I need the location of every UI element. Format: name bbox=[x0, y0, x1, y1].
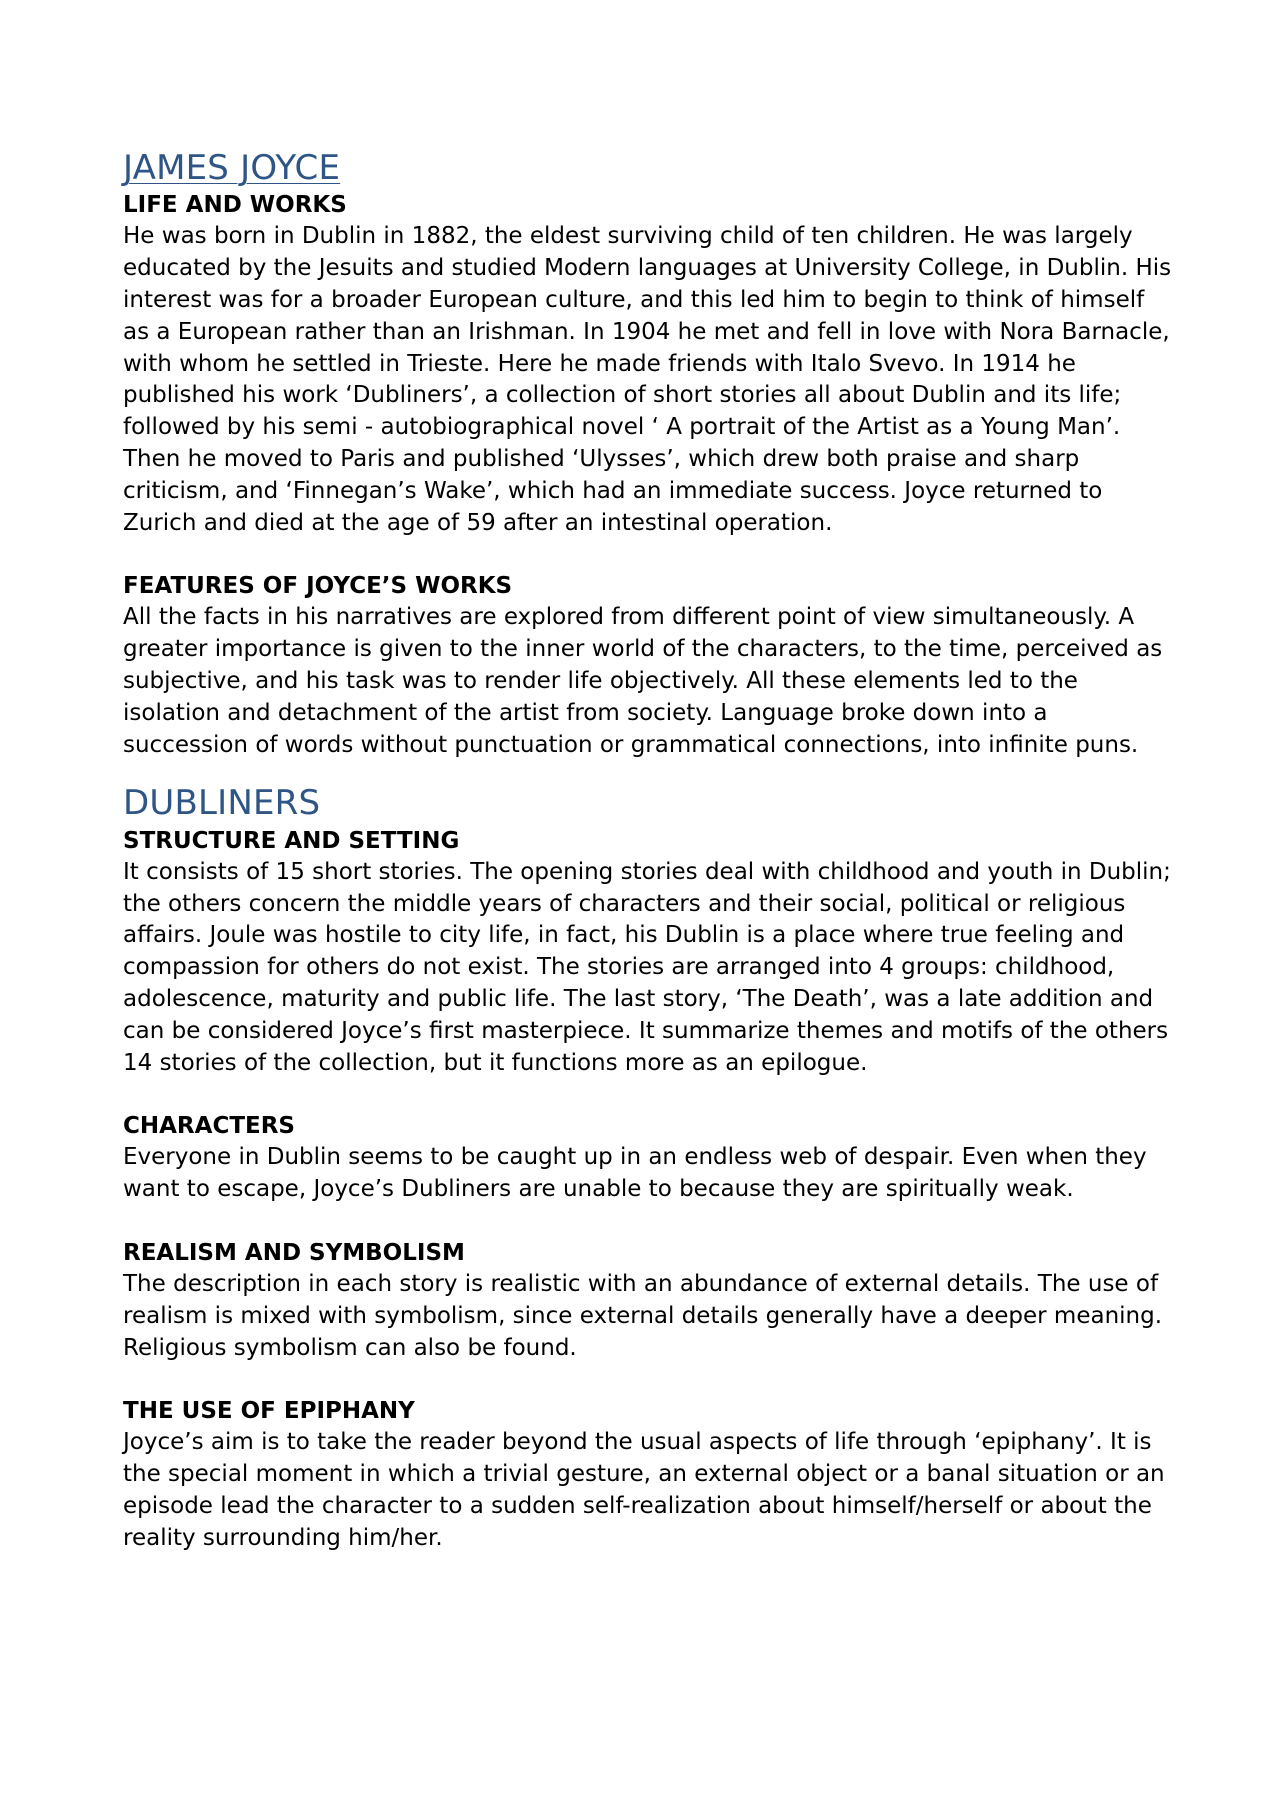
paragraph-realism-and-symbolism: The description in each story is realistic with an abundance of external details. The use of realism is mixed with symbolism, since external details generally have a deeper meaning. Religious symbolism can also be found. bbox=[123, 1270, 1163, 1361]
subheading-characters: CHARACTERS bbox=[123, 1113, 295, 1140]
spacer bbox=[123, 1079, 1173, 1110]
spacer bbox=[123, 1364, 1173, 1395]
subheading-epiphany: THE USE OF EPIPHANY bbox=[123, 1398, 415, 1425]
paragraph-epiphany: Joyce’s aim is to take the reader beyond the usual aspects of life through ‘epiphany’. It is the special moment in which a trivial gesture, an external object or a banal situation or an episode lead the character to a sudden self-realization about himself/herself or about the reality surrounding him/her. bbox=[123, 1429, 1165, 1551]
spacer bbox=[123, 761, 1173, 785]
section-title-dubliners: DUBLINERS bbox=[123, 783, 321, 824]
section-structure-and-setting bbox=[123, 825, 1173, 1080]
paragraph-life-and-works: He was born in Dublin in 1882, the eldest surviving child of ten children. He was largely educated by the Jesuits and studied Modern languages at University College, in Dublin. His interest was for a broader European culture, and this led him to begin to think of himself as a European rather than an Irishman. In 1904 he met and fell in love with Nora Barnacle, with whom he settled in Trieste. Here he made friends with Italo Svevo. In 1914 he published his work ‘Dubliners’, a collection of short stories all about Dublin and its life; followed by his semi - autobiographical novel ‘ A portrait of the Artist as a Young Man’. Then he moved to Paris and published ‘Ulysses’, which drew both praise and sharp criticism, and ‘Finnegan’s Wake’, which had an immediate success. Joyce returned to Zurich and died at the age of 59 after an intestinal operation. bbox=[123, 223, 1172, 536]
subheading-features: FEATURES OF JOYCE’S WORKS bbox=[123, 573, 513, 600]
section-realism-and-symbolism bbox=[123, 1237, 1173, 1364]
section-epiphany bbox=[123, 1395, 1173, 1554]
subheading-life-and-works: LIFE AND WORKS bbox=[123, 192, 347, 219]
section-characters bbox=[123, 1110, 1173, 1206]
subheading-structure-and-setting: STRUCTURE AND SETTING bbox=[123, 827, 460, 854]
spacer bbox=[123, 1206, 1173, 1237]
section-life-and-works bbox=[123, 189, 1173, 539]
paragraph-structure-and-setting: It consists of 15 short stories. The opening stories deal with childhood and youth in Dublin; the others concern the middle years of characters and their social, political or religious affairs. Joule was hostile to city life, in fact, his Dublin is a place where true feeling and compassion for others do not exist. The stories are arranged into 4 groups: childhood, adolescence, maturity and public life. The last story, ‘The Death’, was a late addition and can be considered Joyce’s first masterpiece. It summarize themes and motifs of the others 14 stories of the collection, but it functions more as an epilogue. bbox=[123, 858, 1171, 1076]
spacer bbox=[123, 539, 1173, 570]
section-features bbox=[123, 570, 1173, 761]
subheading-realism-and-symbolism: REALISM AND SYMBOLISM bbox=[123, 1239, 465, 1266]
paragraph-features: All the facts in his narratives are explored from different point of view simultaneously. A greater importance is given to the inner world of the characters, to the time, perceived as subjective, and his task was to render life objectively. All these elements led to the isolation and detachment of the artist from society. Language broke down into a succession of words without punctuation or grammatical connections, into infinite puns. bbox=[123, 604, 1163, 758]
paragraph-characters: Everyone in Dublin seems to be caught up in an endless web of despair. Even when they want to escape, Joyce’s Dubliners are unable to because they are spiritually weak. bbox=[123, 1144, 1147, 1203]
section-title-james-joyce: JAMES JOYCE bbox=[123, 148, 341, 188]
document-page bbox=[123, 150, 1173, 1554]
